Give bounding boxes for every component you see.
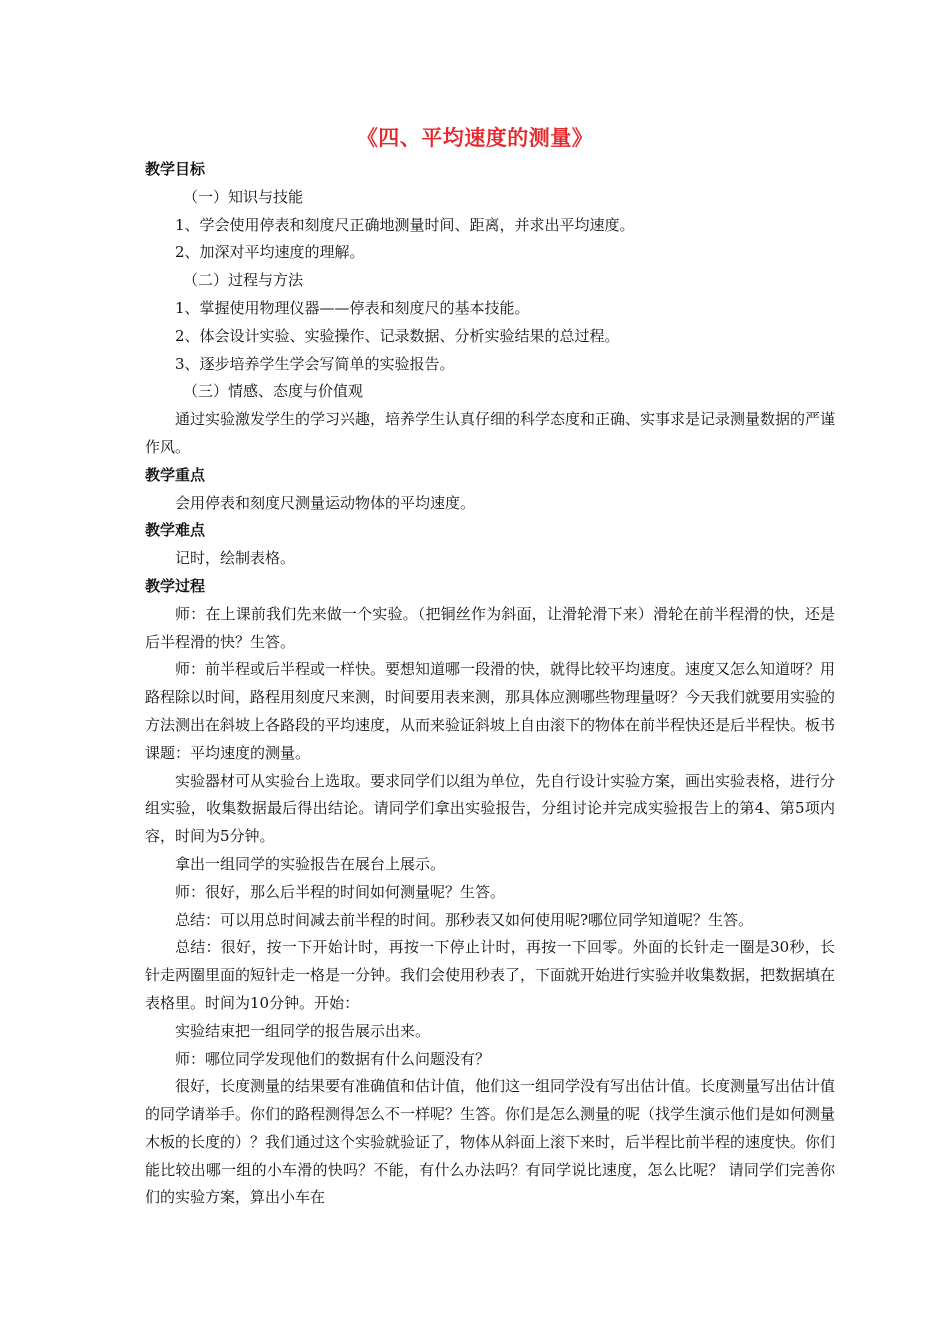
document-body — [145, 156, 835, 1212]
paragraph: 总结：可以用总时间减去前半程的时间。那秒表又如何使用呢?哪位同学知道呢？生答。 — [175, 910, 754, 929]
paragraph: 总结：很好，按一下开始计时，再按一下停止计时，再按一下回零。外面的长针走一圈是30秒，长针走两圈里面的短针走一格是一分钟。我们会使用秒表了，下面就开始进行实验并收集数据，把数据填在表格里。时间为10分钟。开始： — [145, 938, 836, 1012]
paragraph: 3、逐步培养学生学会写简单的实验报告。 — [175, 354, 455, 373]
paragraph: 2、体会设计实验、实验操作、记录数据、分析实验结果的总过程。 — [175, 326, 620, 345]
section-heading: 教学过程 — [145, 576, 206, 595]
paragraph: 1、掌握使用物理仪器——停表和刻度尺的基本技能。 — [175, 298, 530, 317]
subsection-heading: （一）知识与技能 — [183, 187, 304, 206]
paragraph: 1、学会使用停表和刻度尺正确地测量时间、距离，并求出平均速度。 — [175, 215, 635, 234]
paragraph: 记时，绘制表格。 — [175, 549, 296, 568]
paragraph: 通过实验激发学生的学习兴趣，培养学生认真仔细的科学态度和正确、实事求是记录测量数据的严谨作风。 — [145, 410, 836, 456]
subsection-heading: （三）情感、态度与价值观 — [183, 382, 364, 401]
document-title: 《四、平均速度的测量》 — [356, 125, 594, 150]
paragraph: 很好，长度测量的结果要有准确值和估计值，他们这一组同学没有写出估计值。长度测量写出估计值的同学请举手。你们的路程测得怎么不一样呢？生答。你们是怎么测量的呢（找学生演示他们是如何测量木板的长度的）？我们通过这个实验就验证了，物体从斜面上滚下来时，后半程比前半程的速度快。你们能比较出哪一组的小车滑的快吗？不能，有什么办法吗？有同学说比速度，怎么比呢？ 请同学们完善你们的实验方案，算出小车在 — [145, 1077, 836, 1207]
paragraph: 师：在上课前我们先来做一个实验。（把铜丝作为斜面，让滑轮滑下来）滑轮在前半程滑的快，还是后半程滑的快？生答。 — [145, 604, 835, 651]
paragraph: 拿出一组同学的实验报告在展台上展示。 — [175, 854, 446, 873]
paragraph: 实验器材可从实验台上选取。要求同学们以组为单位，先自行设计实验方案，画出实验表格，进行分组实验，收集数据最后得出结论。请同学们拿出实验报告，分组讨论并完成实验报告上的第4、第5项内容，时间为5分钟。 — [145, 771, 836, 846]
section-heading: 教学重点 — [145, 465, 206, 484]
paragraph: 2、加深对平均速度的理解。 — [175, 243, 365, 262]
section-heading: 教学难点 — [145, 521, 206, 540]
paragraph: 实验结束把一组同学的报告展示出来。 — [175, 1021, 431, 1040]
paragraph: 师：很好，那么后半程的时间如何测量呢？生答。 — [175, 882, 506, 901]
section-heading: 教学目标 — [145, 160, 206, 178]
subsection-heading: （二）过程与方法 — [183, 271, 304, 290]
paragraph: 师：哪位同学发现他们的数据有什么问题没有？ — [175, 1049, 491, 1068]
paragraph: 会用停表和刻度尺测量运动物体的平均速度。 — [175, 493, 476, 512]
paragraph: 师：前半程或后半程或一样快。要想知道哪一段滑的快，就得比较平均速度。速度又怎么知道呀？用路程除以时间，路程用刻度尺来测，时间要用表来测，那具体应测哪些物理量呀？今天我们就要用实验的方法测出在斜坡上各路段的平均速度，从而来验证斜坡上自由滚下的物体在前半程快还是后半程快。板书课题：平均速度的测量。 — [145, 660, 836, 762]
